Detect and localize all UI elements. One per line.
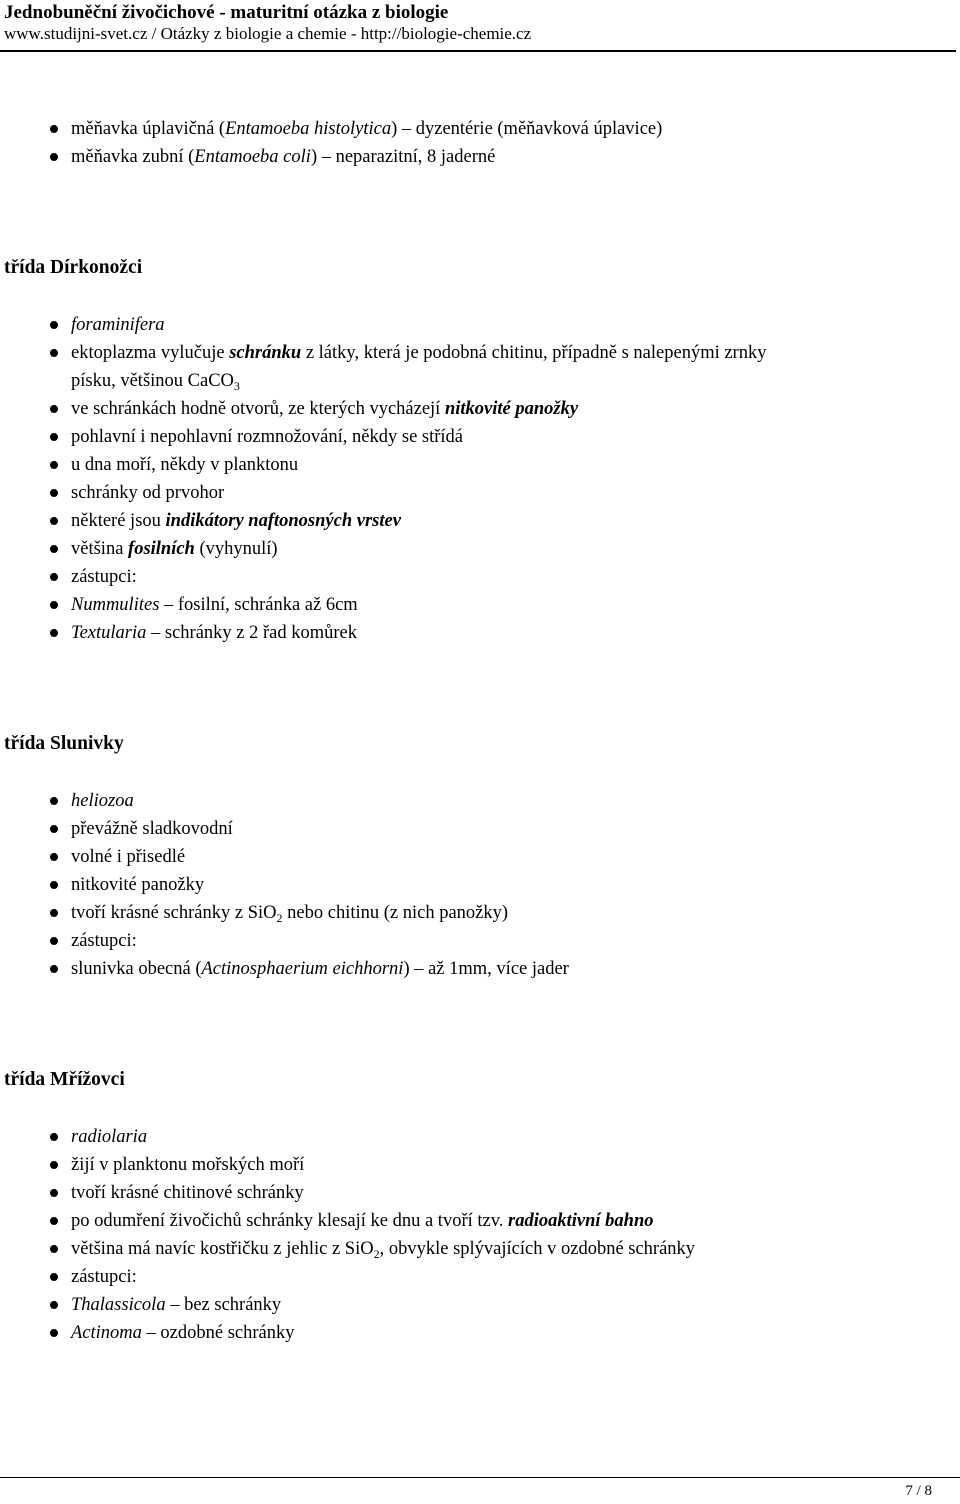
- bullet-icon: [50, 1161, 58, 1169]
- section-heading-dirkonozci: třída Dírkonožci: [4, 257, 143, 278]
- slunivky-list: [0, 787, 569, 983]
- list-item: většina má navíc kostřičku z jehlic z SiO$_2$, obvykle splývajících v ozdobné schránky: [0, 1235, 695, 1263]
- bullet-icon: [50, 545, 58, 553]
- bullet-icon: [50, 629, 58, 637]
- list-item: ektoplazma vylučuje schránku z látky, která je podobná chitinu, případně s nalepenými zrnky: [0, 339, 766, 367]
- bullet-icon: [50, 1301, 58, 1309]
- list-item-continuation: písku, většinou CaCO$_3$: [71, 371, 240, 393]
- bullet-icon: [50, 1273, 58, 1281]
- list-item: měňavka úplavičná (Entamoeba histolytica) – dyzentérie (měňavková úplavice): [0, 115, 662, 143]
- bullet-icon: [50, 797, 58, 805]
- list-item: některé jsou indikátory naftonosných vrstev: [0, 507, 766, 535]
- list-item: heliozoa: [0, 787, 569, 815]
- bullet-icon: [50, 1245, 58, 1253]
- list-item: tvoří krásné schránky z SiO$_2$ nebo chitinu (z nich panožky): [0, 899, 569, 927]
- list-item: volné i přisedlé: [0, 843, 569, 871]
- bullet-icon: [50, 965, 58, 973]
- list-item: pohlavní i nepohlavní rozmnožování, někdy se střídá: [0, 423, 766, 451]
- list-item: měňavka zubní (Entamoeba coli) – neparazitní, 8 jaderné: [0, 143, 662, 171]
- bullet-icon: [50, 517, 58, 525]
- bullet-icon: [50, 825, 58, 833]
- page-header: [4, 0, 956, 44]
- document-source: www.studijni-svet.cz / Otázky z biologie a chemie - http://biologie-chemie.cz: [4, 24, 532, 43]
- footer-divider: [0, 1477, 960, 1478]
- list-item: schránky od prvohor: [0, 479, 766, 507]
- bullet-icon: [50, 601, 58, 609]
- list-item: většina fosilních (vyhynulí): [0, 535, 766, 563]
- bullet-icon: [50, 433, 58, 441]
- bullet-icon: [50, 937, 58, 945]
- bullet-icon: [50, 1133, 58, 1141]
- list-item: u dna moří, někdy v planktonu: [0, 451, 766, 479]
- bullet-icon: [50, 881, 58, 889]
- mrizovci-list: [0, 1123, 695, 1347]
- section-heading-slunivky: třída Slunivky: [4, 733, 124, 754]
- list-item: foraminifera: [0, 311, 766, 339]
- bullet-icon: [50, 489, 58, 497]
- bullet-icon: [50, 909, 58, 917]
- dirkonozci-list: [0, 311, 766, 647]
- bullet-icon: [50, 853, 58, 861]
- bullet-icon: [50, 125, 58, 133]
- bullet-icon: [50, 573, 58, 581]
- section-heading-mrizovci: třída Mřížovci: [4, 1069, 125, 1090]
- bullet-icon: [50, 405, 58, 413]
- header-divider: [0, 50, 956, 52]
- document-title: Jednobuněční živočichové - maturitní otázka z biologie: [4, 2, 449, 23]
- list-item: žijí v planktonu mořských moří: [0, 1151, 695, 1179]
- bullet-icon: [50, 349, 58, 357]
- list-item: po odumření živočichů schránky klesají ke dnu a tvoří tzv. radioaktivní bahno: [0, 1207, 695, 1235]
- list-item: zástupci:: [0, 1263, 695, 1291]
- list-item: zástupci:: [0, 563, 766, 591]
- list-item: slunivka obecná (Actinosphaerium eichhorni) – až 1mm, více jader: [0, 955, 569, 983]
- list-item: Nummulites – fosilní, schránka až 6cm: [0, 591, 766, 619]
- bullet-icon: [50, 1189, 58, 1197]
- list-item: převážně sladkovodní: [0, 815, 569, 843]
- bullet-icon: [50, 321, 58, 329]
- bullet-icon: [50, 461, 58, 469]
- bullet-icon: [50, 1217, 58, 1225]
- list-item: Textularia – schránky z 2 řad komůrek: [0, 619, 766, 647]
- list-item: ve schránkách hodně otvorů, ze kterých vycházejí nitkovité panožky: [0, 395, 766, 423]
- page-number: 7 / 8: [905, 1483, 932, 1499]
- list-item: zástupci:: [0, 927, 569, 955]
- list-item: Actinoma – ozdobné schránky: [0, 1319, 695, 1347]
- bullet-icon: [50, 153, 58, 161]
- list-item: radiolaria: [0, 1123, 695, 1151]
- bullet-icon: [50, 1329, 58, 1337]
- list-item: Thalassicola – bez schránky: [0, 1291, 695, 1319]
- list-item: nitkovité panožky: [0, 871, 569, 899]
- list-item: tvoří krásné chitinové schránky: [0, 1179, 695, 1207]
- amoeba-list: [0, 115, 662, 171]
